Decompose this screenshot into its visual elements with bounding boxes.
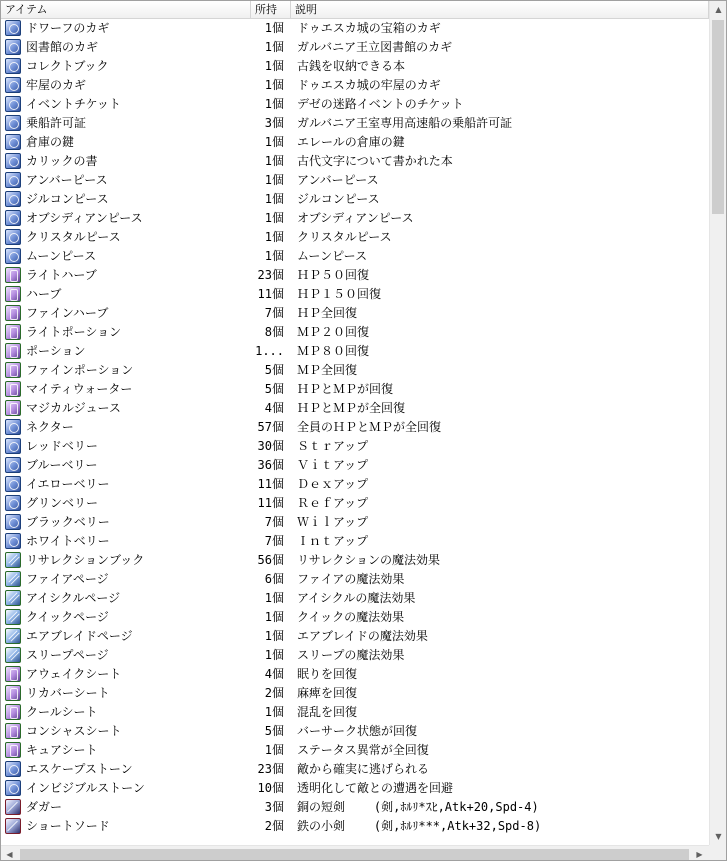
item-name: インビジブルストーン xyxy=(26,781,145,795)
horizontal-scrollbar[interactable] xyxy=(1,845,709,861)
item-quantity: 23個 xyxy=(257,762,284,776)
scroll-up-arrow-icon[interactable]: ▲ xyxy=(715,5,722,14)
item-description: 全員のＨＰとＭＰが全回復 xyxy=(297,420,442,434)
item-name: グリンベリー xyxy=(26,496,99,510)
item-quantity: 1個 xyxy=(264,249,284,263)
key-icon xyxy=(5,115,21,131)
berry-icon xyxy=(5,514,21,530)
potion-icon xyxy=(5,381,21,397)
item-quantity: 1個 xyxy=(264,192,284,206)
item-row[interactable] xyxy=(1,38,709,57)
item-row[interactable] xyxy=(1,760,709,779)
item-row[interactable] xyxy=(1,76,709,95)
item-name: ファインポーション xyxy=(26,363,134,377)
item-description: 鉄の小剣 (剣,ﾎﾙﾘ***,Atk+32,Spd-8) xyxy=(297,819,542,833)
item-quantity: 1個 xyxy=(264,154,284,168)
item-quantity: 1個 xyxy=(264,59,284,73)
horizontal-scroll-thumb[interactable] xyxy=(20,849,689,860)
item-quantity: 4個 xyxy=(264,667,284,681)
item-quantity: 1個 xyxy=(264,610,284,624)
item-quantity: 11個 xyxy=(257,287,284,301)
item-description: ＨＰとＭＰが回復 xyxy=(297,382,394,396)
item-quantity: 1個 xyxy=(264,211,284,225)
potion-icon xyxy=(5,362,21,378)
item-name: スリープページ xyxy=(26,648,109,662)
vertical-scroll-thumb[interactable] xyxy=(712,20,724,214)
item-name: ネクター xyxy=(26,420,74,434)
scroll-icon xyxy=(5,685,21,701)
item-name: エスケープストーン xyxy=(26,762,133,776)
item-description: 麻痺を回復 xyxy=(297,686,358,700)
item-row[interactable] xyxy=(1,456,709,475)
item-description: デゼの迷路イベントのチケット xyxy=(297,97,464,111)
potion-icon xyxy=(5,305,21,321)
item-description: 古銭を収納できる本 xyxy=(297,59,406,73)
item-quantity: 5個 xyxy=(264,382,284,396)
item-quantity: 11個 xyxy=(257,477,284,491)
key-icon xyxy=(5,153,21,169)
item-quantity: 1個 xyxy=(264,705,284,719)
item-description: ＨＰ５０回復 xyxy=(297,268,370,282)
scroll-icon xyxy=(5,704,21,720)
item-name: 図書館のカギ xyxy=(26,40,99,54)
item-name: オブシディアンピース xyxy=(26,211,143,225)
item-quantity: 1個 xyxy=(264,648,284,662)
vertical-scrollbar[interactable] xyxy=(709,1,727,845)
key-icon xyxy=(5,96,21,112)
item-description: アイシクルの魔法効果 xyxy=(297,591,416,605)
item-description: クイックの魔法効果 xyxy=(297,610,405,624)
item-description: ＨＰ全回復 xyxy=(297,306,358,320)
item-quantity: 1... xyxy=(255,344,284,358)
scroll-icon xyxy=(5,723,21,739)
item-name: レッドベリー xyxy=(26,439,98,453)
item-name: クールシート xyxy=(26,705,98,719)
item-row[interactable] xyxy=(1,266,709,285)
item-name: アンバーピース xyxy=(26,173,108,187)
item-name: クリスタルピース xyxy=(26,230,121,244)
item-description: ガルバニア王室専用高速船の乗船許可証 xyxy=(297,116,513,130)
key-icon xyxy=(5,20,21,36)
item-quantity: 23個 xyxy=(257,268,284,282)
item-row[interactable] xyxy=(1,323,709,342)
item-row[interactable] xyxy=(1,551,709,570)
key-icon xyxy=(5,39,21,55)
sword-icon xyxy=(5,818,21,834)
item-description: エアブレイドの魔法効果 xyxy=(297,629,428,643)
key-icon xyxy=(5,77,21,93)
item-quantity: 30個 xyxy=(257,439,284,453)
item-list xyxy=(1,19,709,845)
item-name: マジカルジュース xyxy=(26,401,121,415)
item-quantity: 7個 xyxy=(264,515,284,529)
item-description: エレールの倉庫の鍵 xyxy=(297,135,405,149)
item-quantity: 3個 xyxy=(264,800,284,814)
item-description: 眠りを回復 xyxy=(297,667,358,681)
item-quantity: 1個 xyxy=(264,40,284,54)
item-quantity: 6個 xyxy=(264,572,284,586)
item-row[interactable] xyxy=(1,190,709,209)
item-quantity: 57個 xyxy=(257,420,284,434)
item-row[interactable] xyxy=(1,133,709,152)
scroll-icon xyxy=(5,666,21,682)
item-row[interactable] xyxy=(1,437,709,456)
column-header-item[interactable]: アイテム xyxy=(1,1,251,18)
berry-icon xyxy=(5,476,21,492)
item-row[interactable] xyxy=(1,361,709,380)
item-name: ライトハーブ xyxy=(26,268,97,282)
item-row[interactable] xyxy=(1,684,709,703)
item-row[interactable] xyxy=(1,513,709,532)
item-row[interactable] xyxy=(1,779,709,798)
item-description: Ｒｅｆアップ xyxy=(297,496,369,510)
potion-icon xyxy=(5,324,21,340)
potion-icon xyxy=(5,267,21,283)
item-description: ドゥエスカ城の宝箱のカギ xyxy=(297,21,441,35)
potion-icon xyxy=(5,419,21,435)
scroll-down-arrow-icon[interactable]: ▼ xyxy=(715,832,722,841)
berry-icon xyxy=(5,438,21,454)
item-row[interactable] xyxy=(1,209,709,228)
book-icon xyxy=(5,609,21,625)
item-description: アンバーピース xyxy=(297,173,379,187)
item-row[interactable] xyxy=(1,627,709,646)
book-icon xyxy=(5,647,21,663)
item-quantity: 10個 xyxy=(257,781,284,795)
item-row[interactable] xyxy=(1,798,709,817)
item-name: ブルーベリー xyxy=(26,458,98,472)
berry-icon xyxy=(5,533,21,549)
item-description: 敵から確実に逃げられる xyxy=(297,762,430,776)
item-description: 銅の短剣 (剣,ﾎﾙﾘ*ｽﾋ,Atk+20,Spd-4) xyxy=(297,800,539,814)
item-description: ステータス異常が全回復 xyxy=(297,743,429,757)
item-row[interactable] xyxy=(1,494,709,513)
item-row[interactable] xyxy=(1,247,709,266)
key-icon xyxy=(5,172,21,188)
item-description: ＭＰ８０回復 xyxy=(297,344,370,358)
item-description: Ｉｎｔアップ xyxy=(297,534,369,548)
item-description: ドゥエスカ城の牢屋のカギ xyxy=(297,78,441,92)
item-name: アウェイクシート xyxy=(26,667,122,681)
item-row[interactable] xyxy=(1,95,709,114)
item-description: ファイアの魔法効果 xyxy=(297,572,405,586)
item-description: バーサーク状態が回復 xyxy=(297,724,418,738)
item-quantity: 36個 xyxy=(257,458,284,472)
item-quantity: 1個 xyxy=(264,78,284,92)
item-row[interactable] xyxy=(1,114,709,133)
item-row[interactable] xyxy=(1,532,709,551)
item-row[interactable] xyxy=(1,475,709,494)
item-name: キュアシート xyxy=(26,743,98,757)
item-row[interactable] xyxy=(1,722,709,741)
item-name: カリックの書 xyxy=(26,154,98,168)
item-row[interactable] xyxy=(1,646,709,665)
item-quantity: 5個 xyxy=(264,363,284,377)
column-header xyxy=(1,1,709,19)
item-row[interactable] xyxy=(1,342,709,361)
item-description: Ｓｔｒアップ xyxy=(297,439,369,453)
item-name: ムーンピース xyxy=(26,249,97,263)
item-quantity: 3個 xyxy=(264,116,284,130)
item-quantity: 7個 xyxy=(264,534,284,548)
item-description: クリスタルピース xyxy=(297,230,392,244)
berry-icon xyxy=(5,495,21,511)
item-name: ライトポーション xyxy=(26,325,122,339)
scrollbar-corner xyxy=(709,845,726,861)
item-quantity: 1個 xyxy=(264,230,284,244)
item-name: 牢屋のカギ xyxy=(26,78,87,92)
item-row[interactable] xyxy=(1,665,709,684)
item-name: クイックページ xyxy=(26,610,109,624)
item-row[interactable] xyxy=(1,817,709,836)
item-name: エアブレイドページ xyxy=(26,629,133,643)
item-description: Ｄｅｘアップ xyxy=(297,477,369,491)
potion-icon xyxy=(5,286,21,302)
item-name: アイシクルページ xyxy=(26,591,121,605)
item-quantity: 1個 xyxy=(264,97,284,111)
item-name: ドワーフのカギ xyxy=(26,21,110,35)
item-description: スリープの魔法効果 xyxy=(297,648,405,662)
item-row[interactable] xyxy=(1,228,709,247)
item-name: 倉庫の鍵 xyxy=(26,135,75,149)
sword-icon xyxy=(5,799,21,815)
item-description: ジルコンピース xyxy=(297,192,380,206)
book-icon xyxy=(5,552,21,568)
item-row[interactable] xyxy=(1,741,709,760)
item-description: ムーンピース xyxy=(297,249,368,263)
item-row[interactable] xyxy=(1,152,709,171)
stone-icon xyxy=(5,780,21,796)
key-icon xyxy=(5,248,21,264)
item-description: 透明化して敵との遭遇を回避 xyxy=(297,781,454,795)
potion-icon xyxy=(5,400,21,416)
item-name: コレクトブック xyxy=(26,59,109,73)
item-quantity: 11個 xyxy=(257,496,284,510)
key-icon xyxy=(5,191,21,207)
column-header-description[interactable]: 説明 xyxy=(291,1,709,18)
item-row[interactable] xyxy=(1,570,709,589)
item-quantity: 56個 xyxy=(257,553,284,567)
item-quantity: 1個 xyxy=(264,743,284,757)
stone-icon xyxy=(5,761,21,777)
item-quantity: 1個 xyxy=(264,591,284,605)
item-description: ＨＰ１５０回復 xyxy=(297,287,382,301)
item-name: ファインハーブ xyxy=(26,306,109,320)
scroll-icon xyxy=(5,742,21,758)
item-name: イベントチケット xyxy=(26,97,121,111)
berry-icon xyxy=(5,457,21,473)
key-icon xyxy=(5,58,21,74)
item-name: リカバーシート xyxy=(26,686,110,700)
item-row[interactable] xyxy=(1,285,709,304)
item-quantity: 4個 xyxy=(264,401,284,415)
item-row[interactable] xyxy=(1,171,709,190)
book-icon xyxy=(5,590,21,606)
item-description: 古代文字について書かれた本 xyxy=(297,154,453,168)
scroll-left-arrow-icon[interactable]: ◀ xyxy=(6,850,13,859)
item-name: ジルコンピース xyxy=(26,192,109,206)
item-row[interactable] xyxy=(1,304,709,323)
item-name: コンシャスシート xyxy=(26,724,122,738)
item-name: ポーション xyxy=(26,344,86,358)
key-icon xyxy=(5,229,21,245)
item-quantity: 1個 xyxy=(264,21,284,35)
item-row[interactable] xyxy=(1,19,709,38)
item-row[interactable] xyxy=(1,418,709,437)
item-row[interactable] xyxy=(1,589,709,608)
item-description: ＭＰ２０回復 xyxy=(297,325,370,339)
item-row[interactable] xyxy=(1,608,709,627)
item-name: 乗船許可証 xyxy=(26,116,87,130)
item-quantity: 5個 xyxy=(264,724,284,738)
item-name: イエローベリー xyxy=(26,477,110,491)
item-quantity: 1個 xyxy=(264,173,284,187)
item-description: Ｗｉｌアップ xyxy=(297,515,369,529)
item-row[interactable] xyxy=(1,703,709,722)
book-icon xyxy=(5,571,21,587)
item-description: Ｖｉｔアップ xyxy=(297,458,369,472)
column-header-quantity[interactable]: 所持 xyxy=(251,1,291,18)
scroll-right-arrow-icon[interactable]: ▶ xyxy=(696,850,703,859)
item-description: ＨＰとＭＰが全回復 xyxy=(297,401,406,415)
item-description: ＭＰ全回復 xyxy=(297,363,358,377)
item-quantity: 8個 xyxy=(264,325,284,339)
item-name: ハーブ xyxy=(26,287,62,301)
item-description: リサレクションの魔法効果 xyxy=(297,553,441,567)
item-name: ホワイトベリー xyxy=(26,534,110,548)
potion-icon xyxy=(5,343,21,359)
item-name: マイティウォーター xyxy=(26,382,133,396)
item-name: ブラックベリー xyxy=(26,515,110,529)
book-icon xyxy=(5,628,21,644)
item-row[interactable] xyxy=(1,57,709,76)
item-quantity: 2個 xyxy=(264,819,284,833)
item-description: オブシディアンピース xyxy=(297,211,414,225)
item-quantity: 1個 xyxy=(264,629,284,643)
item-row[interactable] xyxy=(1,399,709,418)
item-description: 混乱を回復 xyxy=(297,705,358,719)
item-name: ファイアページ xyxy=(26,572,109,586)
item-quantity: 7個 xyxy=(264,306,284,320)
item-name: リサレクションブック xyxy=(26,553,145,567)
item-name: ショートソード xyxy=(26,819,110,833)
key-icon xyxy=(5,134,21,150)
item-name: ダガー xyxy=(26,800,63,814)
item-quantity: 2個 xyxy=(264,686,284,700)
item-description: ガルバニア王立図書館のカギ xyxy=(297,40,453,54)
item-quantity: 1個 xyxy=(264,135,284,149)
item-row[interactable] xyxy=(1,380,709,399)
key-icon xyxy=(5,210,21,226)
